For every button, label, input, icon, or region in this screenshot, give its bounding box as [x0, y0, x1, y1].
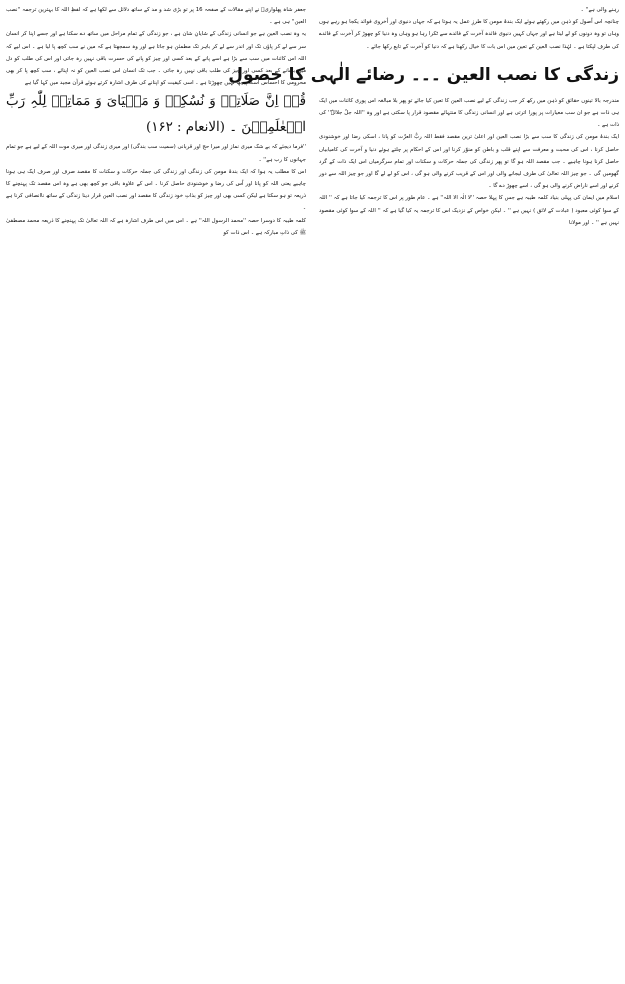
paragraph: ایک بندۂ مومن کی زندگی کا سب سے بڑا نصب العین اور اعلیٰ ترین مقصد فقط اللہ ربُّ العزّت کو پانا ، اسکی رضا اور خوشنودی حاصل کرنا ، اس کی محبت و معرفت سے اپنے قلب و باطن کو منوّر کرنا اور اس کے احکام پر چلتے ہوئے دنیا و آخرت کی کامیابیاں حاصل کرنا ہونا چاہیے ۔ جب مقصد اللہ ہو گا تو پھر زندگی کی جملہ حرکات و سکنات اور تمام سرگرمیاں اس ایک ذات کے گرد گھومیں گی ۔ جو چیز اللہ تعالیٰ کی طرف لیجانے والی اور اس کے قریب کرنے والی ہو گی ، اس کو لے لے گا اور جو چیز اللہ سے دور کرنے اور اسے ناراض کرنے والی ہو گی ، اسے چھوڑ دے گا ۔	[319, 134, 619, 190]
paragraph: جعفر شاہ پھلواریؒ نے اپنے مقالات کے صفحہ 16 پر تو بڑی شد و مد کے ساتھ دلائل سے لکھا ہے کہ لفظِ اللہ کا بہترین ترجمہ ''نصب العین'' ہی ہے ۔	[6, 7, 306, 26]
left-column	[6, 4, 306, 984]
paragraph: اسلام میں ایمان کی پہلی بنیاد کلمہ طیبہ ہے جس کا پہلا حصہ ''لا الٰہ الا اللہ'' ہے ۔ عام طور پر اس کا ترجمہ کیا جاتا ہے کہ '' اللہ کے سوا کوئی معبود ( عبادت کے لائق ) نہیں ہے '' ۔ لیکن خواص کے نزدیک اس کا ترجمہ یہ کیا گیا ہے کہ '' اللہ کے سوا کوئی مقصود نہیں ہے '' ۔ اور مولانا	[319, 195, 619, 226]
right-column	[228, 4, 619, 984]
paragraph: یہ وہ نصب العین ہے جو انسانی زندگی کے شایانِ شان ہے ، جو زندگی کے تمام مراحل میں ساتھ دے سکتا ہے اور جسے اپنا کر انسان سر سے لے کر پاؤں تک اور اندر سے لے کر باہر تک مطمئن ہو جاتا ہے اور وہ سمجھتا ہے کہ میں نے سب کچھ پا لیا ہے ۔ اس لیے کہ اللہ اس کائنات میں سب سے بڑا ہے اسے پانے کے بعد کسی اور چیز کو پانے کی حسرت باقی نہیں رہ جاتی اور اس کی طلب کو دل میں بسانے کے بعد کسی اور چیز کی طلب باقی نہیں رہ جاتی ۔ جب تک انسان اس نصب العین کو نہ اپنائے ، سب کچھ پا کر بھی محرومی کا احساس اسکا پیچھا نہیں چھوڑتا ہے ۔ اسی کیفیت کو اپنانے کی طرف اشارہ کرتے ہوئے قرآن مجید میں کہا گیا ہے	[6, 31, 306, 87]
paragraph: مندرجہ بالا تینوں حقائق کو ذہن میں رکھ کر جب زندگی کے لیے نصب العین کا تعین کیا جائے تو پھر بلا مبالغہ اس پوری کائنات میں ایک ہی ذات ہے جو ان سب معیارات پر پورا اترتی ہے اور انسانی زندگی کا منتہائے مقصود قرار پا سکتی ہے اور وہ ''اللہ جلّ جلالہٗ'' کی ذات ہے ۔	[319, 97, 619, 129]
paragraph: چنانچہ اس اُصول کو ذہن میں رکھتے ہوئے ایک بندۂ مومن کا طرزِ عمل یہ ہوتا ہے کہ جہاں دنیوی اور اُخروی فوائد یکجا ہو رہے ہوں وہاں تو وہ دونوں کو لے لیتا ہے اور جہاں کہیں دنیوی فائدہ آخرت کے فائدے سے ٹکرا رہا ہو وہاں وہ دنیا کو چھوڑ کر آخرت کے فائدے کی طرف لپکتا ہے ۔ لہٰذا نصب العین کے تعین میں اس بات کا خیال رکھنا ہے کہ دنیا کو آخرت کے تابع رکھا جائے ۔	[319, 19, 619, 50]
paragraph: کلمہ طیبہ کا دوسرا حصہ ''محمد الرسول اللہ'' ہے ۔ اس میں اس طرف اشارہ ہے کہ اللہ تعالیٰ تک پہنچنے کا ذریعہ محمد مصطفیٰ ﷺ کی ذاتِ مبارکہ ہے ۔ اس ذات کو	[6, 217, 306, 236]
section-heading: زندگی کا نصب العین ۔۔۔ رضائے الٰہی کا حصول	[228, 64, 619, 85]
quran-verse: قُلۡ اِنَّ صَلَاتِیۡ وَ نُسُکِیۡ وَ مَحۡیَایَ وَ مَمَاتِیۡ لِلّٰہِ رَبِّ الۡعٰلَمِیۡنَ ۔ (الانعام : ۱۶۲)	[6, 94, 306, 136]
paragraph: اس کا مطلب یہ ہوا کہ ایک بندۂ مومن کی زندگی اور زندگی کی جملہ حرکات و سکنات کا مقصد صرف اور صرف ایک ہی ہونا چاہیے یعنی اللہ کو پانا اور اُس کی رضا و خوشنودی حاصل کرنا ۔ اس کے علاوہ باقی جو کچھ بھی ہے وہ اس مقصد تک پہنچنے کا ذریعہ تو ہو سکتا ہے لیکن کسی بھی اور چیز کو بذاتِ خود زندگی کا مقصد اور نصب العین قرار دینا زندگی کے ساتھ ناانصافی کرنا ہے ۔	[6, 168, 306, 212]
paragraph: رہنے والی ہے'' ۔	[580, 7, 619, 13]
verse-translation: ''فرما دیجئے کہ بے شک میری نماز اور میرا حج اور قربانی (سمیت سب بندگی) اور میری زندگی اور میری موت اللہ کے لیے ہے جو تمام جہانوں کا رب ہے'' ۔	[6, 144, 306, 163]
